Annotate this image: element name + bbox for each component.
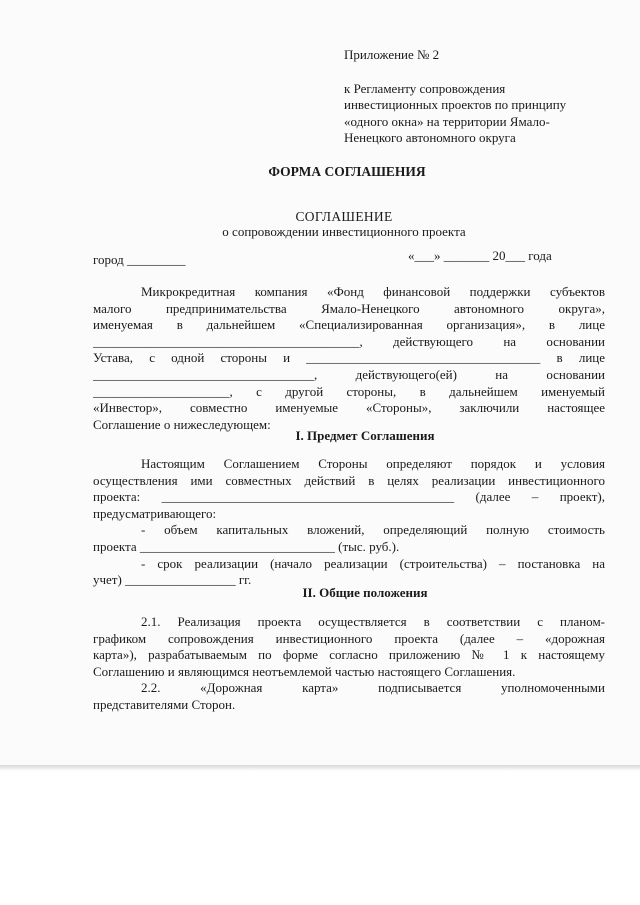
annex-line: инвестиционных проектов по принципу <box>344 97 567 113</box>
agreement-subtitle: о сопровождении инвестиционного проекта <box>222 224 466 239</box>
section-2-line: 2.2. «Дорожная карта» подписывается уполномоченными <box>141 680 605 696</box>
annex-line: Ненецкого автономного округа <box>344 130 516 146</box>
section-2-line: представителями Сторон. <box>93 696 236 712</box>
annex-title: Приложение № 2 <box>344 47 440 62</box>
section-2-line: карта»), разрабатываемым по форме согласно приложению № 1 к настоящему <box>93 647 605 663</box>
section-2-line: Соглашению и являющимся неотъемлемой частью настоящего Соглашения. <box>93 663 516 679</box>
date-line: «___» _______ 20___ года <box>408 248 552 263</box>
section-1-line: - объем капитальных вложений, определяющий полную стоимость <box>141 522 605 538</box>
section-1-line: проекта ______________________________ (тыс. руб.). <box>93 538 400 554</box>
section-1-line: учет) _________________ гг. <box>93 572 252 588</box>
preamble-line: Соглашение о нижеследующем: <box>93 416 271 432</box>
form-title: ФОРМА СОГЛАШЕНИЯ <box>268 164 426 179</box>
section-1-line: осуществления ими совместных действий в целях реализации инвестиционного <box>93 472 605 488</box>
section-2-line: 2.1. Реализация проекта осуществляется в соответствии с планом- <box>141 614 605 629</box>
section-1-title: I. Предмет Соглашения <box>295 428 435 443</box>
preamble-line: _____________________, с другой стороны, в дальнейшем именуемый <box>93 383 605 399</box>
preamble-line: малого предпринимательства Ямало-Ненецкого автономного округа», <box>93 300 605 316</box>
preamble <box>93 284 605 433</box>
city-line: город _________ <box>93 252 186 267</box>
section-1-line: проекта: _____________________________________________ (далее – проект), <box>93 489 605 505</box>
preamble-line: именуемая в дальнейшем «Специализированная организация», в лице <box>93 317 605 333</box>
section-2-body <box>93 614 605 714</box>
preamble-line: Микрокредитная компания «Фонд финансовой поддержки субъектов <box>141 284 605 299</box>
section-1-body <box>93 456 605 589</box>
section-1-line: Настоящим Соглашением Стороны определяют порядок и условия <box>141 456 605 471</box>
section-2-title: II. Общие положения <box>302 585 428 600</box>
section-2-line: графиком сопровождения инвестиционного проекта (далее – «дорожная <box>93 630 605 646</box>
preamble-line: _________________________________________, действующего на основании <box>93 333 605 349</box>
annex-line: «одного окна» на территории Ямало- <box>344 113 550 129</box>
annex-line: к Регламенту сопровождения <box>344 80 506 96</box>
agreement-title: СОГЛАШЕНИЕ <box>295 209 393 224</box>
page-edge-shadow <box>0 765 640 771</box>
annex-header <box>344 47 604 147</box>
preamble-line: Устава, с одной стороны и ____________________________________ в лице <box>93 350 605 366</box>
preamble-line: __________________________________, действующего(ей) на основании <box>93 366 605 382</box>
section-1-line: предусматривающего: <box>93 505 217 521</box>
preamble-line: «Инвестор», совместно именуемые «Стороны», заключили настоящее <box>93 400 605 416</box>
section-1-line: - срок реализации (начало реализации (строительства) – постановка на <box>141 555 605 571</box>
